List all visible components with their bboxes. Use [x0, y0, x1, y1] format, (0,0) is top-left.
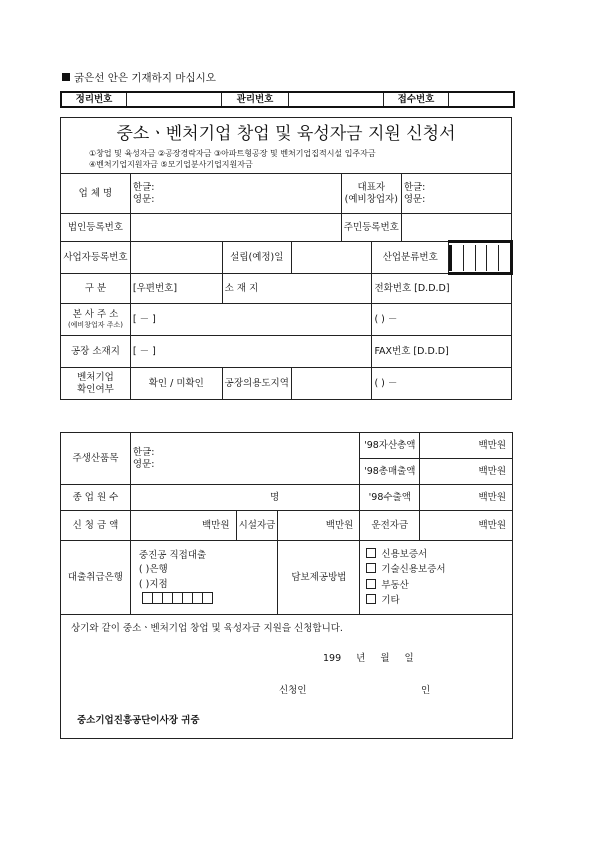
checkbox-icon	[366, 548, 376, 558]
collateral-options	[360, 541, 513, 615]
factory-location-field[interactable]: [ － ]	[130, 336, 372, 368]
form-title: 중소ㆍ벤처기업 창업 및 육성자금 지원 신청서	[61, 118, 512, 148]
resident-no-field[interactable]	[401, 214, 511, 242]
black-square-icon	[62, 73, 70, 81]
est-date-field[interactable]	[291, 242, 372, 274]
sales-98-field[interactable]: 백만원	[420, 433, 513, 459]
application-form-section1	[60, 117, 513, 400]
fund-options-line2: ④벤처기업지원자금 ⑤모기업분사기업지원자금	[89, 160, 253, 170]
applicant-label: 신청인	[279, 685, 307, 696]
hq-address-label: 본 사 주 소 (예비창업자 주소)	[61, 304, 131, 336]
employees-field[interactable]: 명	[130, 485, 359, 511]
checkbox-icon	[366, 563, 376, 573]
declaration-block	[61, 615, 513, 739]
admin-no-label: 관리번호	[222, 92, 289, 107]
biz-reg-no-field[interactable]	[130, 242, 222, 274]
collateral-option-real-estate[interactable]: 부동산	[366, 578, 510, 593]
bank-field[interactable]: 중진공 직접대출 ( )은행 ( )지점	[130, 541, 278, 615]
operating-fund-field[interactable]: 백만원	[420, 511, 513, 541]
location-label: 소 재 지	[222, 274, 372, 304]
export-98b-label: '98수출액	[360, 485, 420, 511]
mgmt-no-label: 정리번호	[61, 92, 127, 107]
employees-label: 종 업 원 수	[61, 485, 131, 511]
venture-confirm-option[interactable]: 확인 / 미확인	[130, 368, 222, 400]
checkbox-icon	[366, 579, 376, 589]
industry-code-label: 산업분류번호	[372, 242, 449, 274]
application-form-section2	[60, 432, 513, 739]
instruction-note: 굵은선 안은 기재하지 마십시오	[62, 70, 216, 85]
operating-fund-label: 운전자금	[360, 511, 420, 541]
factory-zone-field[interactable]	[291, 368, 372, 400]
resident-no-label: 주민등록번호	[341, 214, 401, 242]
seal-label: 인	[421, 685, 431, 696]
est-date-label: 설립(예정)일	[222, 242, 291, 274]
sales-98-label: '98자산총액	[360, 433, 420, 459]
company-name-label: 업 체 명	[61, 174, 131, 214]
checkbox-icon	[366, 594, 376, 604]
fax-label: FAX번호 [D.D.D]	[372, 336, 512, 368]
request-amount-label: 신 청 금 액	[61, 511, 131, 541]
representative-label: 대표자 (예비창업자)	[341, 174, 401, 214]
representative-field[interactable]: 한글: 영문:	[401, 174, 511, 214]
corp-reg-no-label: 법인등록번호	[61, 214, 131, 242]
mgmt-no-field[interactable]	[127, 92, 222, 107]
factory-location-label: 공장 소재지	[61, 336, 131, 368]
hq-phone-field[interactable]: ( ) －	[372, 304, 512, 336]
main-product-field[interactable]: 한글: 영문:	[130, 433, 359, 485]
factory-zone-label: 공장의용도지역	[222, 368, 291, 400]
company-name-field[interactable]: 한글: 영문:	[130, 174, 341, 214]
collateral-option-other[interactable]: 기타	[366, 593, 510, 608]
phone-label: 전화번호 [D.D.D]	[372, 274, 512, 304]
addressee: 중소기업진흥공단이사장 귀중	[77, 715, 200, 726]
postal-label: [우편번호]	[130, 274, 222, 304]
industry-code-cells[interactable]	[449, 242, 512, 274]
export-98a-label: '98총매출액	[360, 459, 420, 485]
collateral-label: 담보제공방법	[278, 541, 360, 615]
main-product-label: 주생산품목	[61, 433, 131, 485]
date-line: 199 년 월 일	[323, 653, 414, 664]
facility-fund-label: 시설자금	[236, 511, 278, 541]
admin-no-field[interactable]	[289, 92, 384, 107]
hq-address-field[interactable]: [ － ]	[130, 304, 372, 336]
export-98a-field[interactable]: 백만원	[420, 459, 513, 485]
bank-label: 대출취급은행	[61, 541, 131, 615]
fund-options	[61, 148, 512, 174]
venture-check-label: 벤처기업 확인여부	[61, 368, 131, 400]
receipt-no-field[interactable]	[449, 92, 515, 107]
fund-options-line1: ①창업 및 육성자금 ②공장경락자금 ③아파트형공장 및 벤처기업집적시설 입주자금	[89, 149, 376, 159]
declaration-text: 상기와 같이 중소ㆍ벤처기업 창업 및 육성자금 지원을 신청합니다.	[71, 623, 343, 634]
collateral-option-credit[interactable]: 신용보증서	[366, 547, 510, 562]
facility-fund-field[interactable]: 백만원	[278, 511, 360, 541]
collateral-option-tech-credit[interactable]: 기술신용보증서	[366, 562, 510, 577]
receipt-no-label: 접수번호	[384, 92, 449, 107]
export-98b-field[interactable]: 백만원	[420, 485, 513, 511]
registration-row	[60, 91, 515, 108]
category-label: 구 분	[61, 274, 131, 304]
request-amount-field[interactable]: 백만원	[130, 511, 236, 541]
bank-code-boxes[interactable]	[143, 592, 213, 604]
biz-reg-no-label: 사업자등록번호	[61, 242, 131, 274]
corp-reg-no-field[interactable]	[130, 214, 341, 242]
factory-phone-field[interactable]: ( ) －	[372, 368, 512, 400]
